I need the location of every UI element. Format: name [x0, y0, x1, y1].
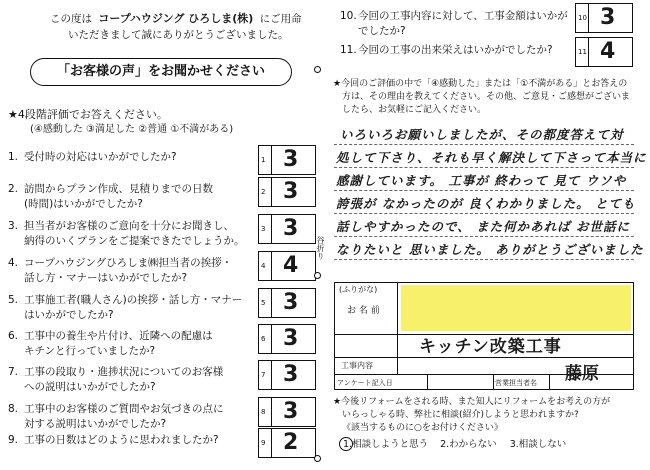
answer-value-handwritten: 3: [283, 216, 299, 241]
question-text: でしたか?: [358, 25, 406, 37]
question-text: 工事中のお客様のご質問やお気づきの点に: [24, 403, 224, 415]
answer-box[interactable]: [258, 251, 316, 281]
comment-line-6: なりたいと 思いました。 ありがとうございました: [336, 242, 644, 257]
answer-box-divider: [588, 38, 589, 66]
comment-line-1: いろいろお願いしましたが、その都度答えて対: [340, 127, 624, 142]
referral-option-3[interactable]: 3.相談しない: [509, 439, 567, 450]
answer-box-number: 10: [578, 14, 587, 22]
question-text: はいかがでしたか?: [24, 309, 114, 321]
staff-value-handwritten: 藤原: [565, 364, 599, 384]
answer-box-divider: [271, 398, 272, 426]
fold-notch: [314, 272, 321, 279]
intro-prefix: この度は: [50, 13, 92, 25]
question-text: への説明はいかがでしたか?: [24, 381, 156, 393]
question-number: 11.: [340, 44, 357, 56]
question-text: 工事施工者(職人さん)の挨拶・話し方・マナー: [24, 294, 243, 306]
rating-scale: (④感動した ③満足した ②普通 ①不満がある): [30, 124, 234, 135]
answer-value-handwritten: 4: [283, 253, 299, 278]
question-number: 1.: [8, 151, 19, 163]
question-text: コープハウジングひろしま㈱担当者の挨拶・: [24, 257, 233, 269]
answer-box[interactable]: [258, 360, 316, 390]
question-number: 4.: [8, 257, 19, 269]
divider: [493, 374, 494, 390]
question-number: 3.: [8, 220, 19, 232]
question-text: 対する説明はいかがでしたか?: [24, 418, 167, 430]
banner-title: 「お客様の声」をお聞かせください: [30, 58, 292, 86]
answer-value-handwritten: 4: [600, 39, 616, 64]
answer-value-handwritten: 3: [283, 290, 299, 315]
comment-line-5: 話しやすかったので、 また何かあれば お世話に: [336, 219, 630, 234]
referral-instruction: 《該当するものに○をお付けください》: [342, 423, 503, 433]
staff-label: 営業担当者名: [495, 379, 537, 387]
answer-value-handwritten: 3: [600, 5, 616, 30]
name-redaction: [401, 285, 631, 331]
selected-circle-mark: [339, 437, 353, 451]
question-text: 今回の工事内容に対して、工事金額はいかが: [358, 10, 568, 22]
question-text: 工事中の養生や片付け、近隣への配慮は: [24, 330, 213, 342]
answer-box[interactable]: [575, 3, 633, 33]
comment-line-3: 感謝しています。 工事が 終わって 見て ウソや: [336, 173, 627, 188]
divider: [397, 283, 398, 357]
question-text: 話し方・マナーはいかがでしたか?: [24, 272, 188, 284]
question-text: 受付時の対応はいかがでしたか?: [24, 151, 177, 163]
answer-box[interactable]: [258, 214, 316, 244]
furigana-label: (ふりがな): [339, 285, 378, 294]
question-number: 2.: [8, 183, 19, 195]
answer-box[interactable]: [575, 37, 633, 67]
answer-box-divider: [271, 146, 272, 174]
answer-box-number: 6: [261, 335, 266, 343]
question-number: 5.: [8, 294, 19, 306]
company-name-handwritten: コープハウジング ひろしま(株): [98, 12, 254, 25]
intro-suffix: にご用命: [259, 13, 302, 25]
answer-box-number: 3: [261, 225, 266, 233]
divider: [397, 357, 398, 374]
comment-line-2: 処して下さり、それも早く解決して下さって本当に: [336, 150, 647, 165]
answer-box-divider: [271, 429, 272, 457]
answer-value-handwritten: 3: [283, 147, 299, 172]
intro-line-1: [50, 12, 302, 26]
instructions-title: ★4段階評価でお答えください。: [8, 108, 168, 121]
question-text: 今回の工事の出来栄えはいかがでしたか?: [358, 44, 553, 56]
answer-box-divider: [271, 361, 272, 389]
answer-box[interactable]: [258, 145, 316, 175]
answer-box-number: 5: [261, 299, 266, 307]
question-text: 工事の段取り・進捗状況についてのお客様: [24, 366, 224, 378]
fold-notch: [314, 66, 321, 73]
answer-box-number: 7: [261, 371, 266, 379]
question-text: 工事の日数はどのように思われましたか?: [24, 434, 219, 446]
answer-box[interactable]: [258, 397, 316, 427]
question-number: 6.: [8, 330, 19, 342]
referral-option-1-label: 1.相談しようと思う: [343, 439, 429, 450]
answer-box-number: 11: [578, 48, 587, 56]
answer-box-number: 4: [261, 262, 266, 270]
fold-label: 谷折り: [316, 236, 325, 260]
question-text: (時間)はいかがでしたか?: [24, 198, 143, 210]
comment-line-4: 誇張が なかったのが 良くわかりました。 とても: [336, 196, 636, 211]
answer-box-divider: [271, 289, 272, 317]
question-number: 8.: [8, 403, 19, 415]
referral-question-line: ★今後リフォームをされる時、また知人にリフォームをお考えの方が: [333, 397, 611, 407]
name-label: お 名 前: [347, 306, 380, 316]
referral-options: [340, 438, 640, 451]
referral-question-line: いらっしゃる時、弊社に相談(紹介)しようと思われますか?: [342, 410, 579, 420]
question-number: 7.: [8, 366, 19, 378]
customer-info-table: [334, 282, 634, 390]
fold-notch: [314, 455, 321, 462]
comment-prompt-line: したら、お気軽にご記入ください。: [342, 105, 487, 115]
answer-box-number: 8: [261, 408, 266, 416]
survey-date-label: アンケート記入日: [337, 379, 393, 387]
answer-value-handwritten: 3: [283, 362, 299, 387]
answer-box-divider: [271, 325, 272, 353]
answer-value-handwritten: 3: [283, 399, 299, 424]
answer-box-number: 9: [261, 439, 266, 447]
divider: [427, 374, 428, 390]
referral-option-2[interactable]: 2.わからない: [440, 439, 497, 450]
question-number: 9.: [8, 434, 19, 446]
answer-box[interactable]: [258, 324, 316, 354]
answer-box-divider: [271, 252, 272, 280]
question-text: 納得のいくプランをご提案できたでしょうか。: [24, 235, 245, 247]
answer-box-divider: [588, 4, 589, 32]
comment-prompt-line: ★今回のご評価の中で「④感動した」または「①不満がある」とお答えの: [333, 79, 628, 89]
answer-value-handwritten: 3: [283, 326, 299, 351]
question-text: キチンと行っていましたか?: [24, 345, 156, 357]
work-label: 工事内容: [341, 361, 373, 370]
answer-box[interactable]: [258, 288, 316, 318]
answer-box[interactable]: [258, 428, 316, 458]
answer-box-divider: [271, 215, 272, 243]
answer-box-number: 1: [261, 156, 266, 164]
divider: [549, 374, 550, 390]
answer-box-number: 2: [261, 188, 266, 196]
intro-line-2: いただきまして誠にありがとうございました。: [68, 29, 289, 41]
question-text: 担当者がお客様のご意向を十分にお聞きし、: [24, 220, 234, 232]
comment-prompt-line: 方は、その理由を教えてください。その他、ご意見・ご感想がございま: [342, 92, 631, 102]
work-value-handwritten: キッチン改築工事: [419, 337, 562, 357]
answer-value-handwritten: 3: [283, 179, 299, 204]
comment-area[interactable]: [334, 122, 647, 272]
question-text: 訪問からプラン作成、見積りまでの日数: [24, 183, 213, 195]
question-number: 10.: [340, 10, 357, 22]
answer-value-handwritten: 2: [283, 430, 299, 455]
referral-option-1[interactable]: [340, 438, 431, 451]
answer-box-divider: [271, 178, 272, 206]
answer-box[interactable]: [258, 177, 316, 207]
